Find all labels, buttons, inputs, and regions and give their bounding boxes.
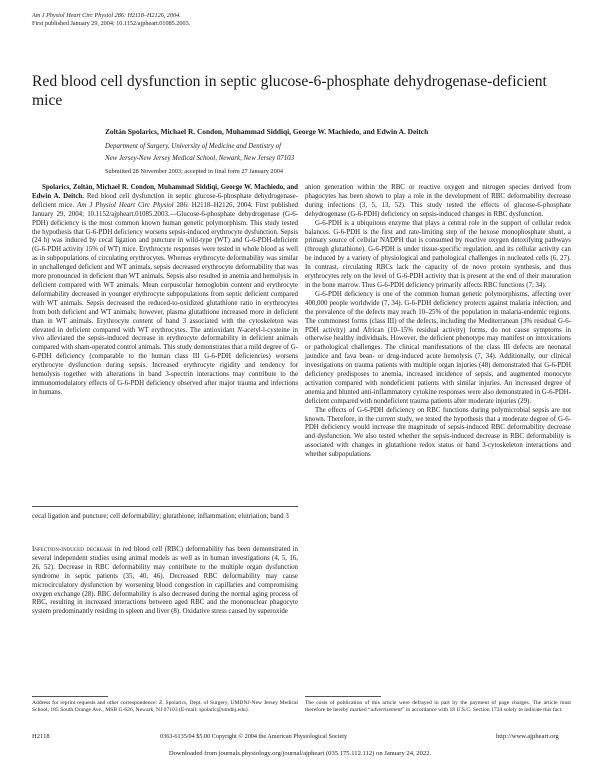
abstract-body-end: -acetyl-l-cysteine in vivo alleviated the sepsis-induced decrease in erythrocyte deformability in deficient animals compared with sham-operated control animals. This study demonstrates that a mild degree of G-6-PDH deficiency (comparable to the human class III G-6-PDH deficiencies) worsens erythrocyte dysfunction during sepsis. Increased erythrocyte rigidity and tendency for hemolysis together with alterations in band 3-spectrin interactions may contribute to the immunomodulatory effects of G-6-PDH deficiency observed after major trauma and infections in humans. <box>32 326 298 396</box>
affiliation-line-2: New Jersey-New Jersey Medical School, Newark, New Jersey 07103 <box>105 155 295 162</box>
affiliation <box>105 141 545 165</box>
footnote-right-pre: The costs of publication of this article were defrayed in part by the payment of page charges. The article must therefore be hereby marked “ <box>305 700 571 713</box>
footnote-right-post: ” in accordance with 18 U.S.C. Section 1734 solely to indicate this fact. <box>401 707 563 713</box>
footnote-rule-left <box>32 696 108 697</box>
right-paragraph-2: G-6-PDH is a ubiquitous enzyme that plays a central role in the support of cellular redox balances. G-6-PDH is the first and rate-limiting step of the hexose monophosphate shunt, a primary source of cellular NADPH that is consumed by reactive oxygen detoxifying pathways (through glutathione). G-6-PDH is under tissue-specific regulation, and its cellular activity can be induced by a variety of physiological and pathological challenges in nucleated cells (6, 27). In contrast, circulating RBCs lack the capacity of de novo protein synthesis, and thus erythrocytes rely on the level of G-6-PDH activity that is present at the end of their maturation in the bone marrow. Thus G-6-PDH deficiency primarily affects RBC functions (7, 34). <box>305 219 571 289</box>
publication-cost-footnote <box>305 700 571 714</box>
copyright-line: 0363-6135/04 $5.00 Copyright © 2004 the American Physiological Society <box>160 733 348 740</box>
keywords: cecal ligation and puncture; cell deformability; glutathione; inflammation; elutriation; band 3 <box>32 513 289 520</box>
right-column <box>305 184 571 460</box>
right-paragraph-1: anion generation within the RBC or reactive oxygen and nitrogen species derived from phagocytes has been shown to play a role in the development of RBC deformability decrease during infections (3, 5, 13, 52). This study tested the effects of glucose-6-phosphate dehydrogenase (G-6-PDH) deficiency on sepsis-induced changes in RBC dysfunction. <box>305 184 571 218</box>
right-paragraph-4: The effects of G-6-PDH deficiency on RBC functions during polymicrobial sepsis are not known. Therefore, in the current study, we tested the hypothesis that a moderate degree of G-6-PDH deficiency would increase the magnitude of sepsis-induced RBC deformability decrease and dysfunction. We also tested whether the sepsis-induced decrease in RBC deformability is associated with changes in glutathione redox status or band 3-cytoskeleton interactions and whether subpopulations <box>305 406 571 459</box>
abstract-authors: Spolarics, Zoltán, Michael R. Condon, Muhammad Siddiqi, George W. Machiedo, and Edwin A. Deitch. <box>32 184 298 200</box>
running-header <box>32 12 190 28</box>
intro-left-column <box>32 546 298 617</box>
correspondence-footnote: Address for reprint requests and other correspondence: Z. Spolarics, Dept. of Surgery, UMDNJ-New Jersey Medical School, 185 South Orange Ave., MSB G-626, Newark, NJ 07103 (E-mail: spolaric@umdnj.edu). <box>32 700 298 713</box>
submission-dates: Submitted 28 November 2003; accepted in final form 27 January 2004 <box>105 168 284 175</box>
author-list: Zoltán Spolarics, Michael R. Condon, Muhammad Siddiqi, George W. Machiedo, and Edwin A. Deitch <box>105 127 429 136</box>
download-notice: Downloaded from journals.physiology.org/journal/ajpheart (035.175.112.112) on January 24, 2022. <box>168 750 432 757</box>
abstract-cite-title: Red blood cell dysfunction in septic glucose-6-phosphate dehydrogenase-deficient mice. <box>32 192 298 209</box>
right-paragraph-3: G-6-PDH deficiency is one of the common human genetic polymorphisms, affecting over 400,000 people worldwide (7, 34). G-6-PDH deficiency protects against malaria infection, and the prevalence of the defects may reach 10–25% of the population in malaria-endemic regions. The commonest forms (class III) of the defects, including the Mediterranean (3% residual G-6-PDH activity) and African (10–15% residual activity) forms, do not cause symptoms in otherwise healthy individuals. However, the deficient phenotype may manifest on intoxications or pathological challenges. The clinical manifestations of the class III defects are neonatal jaundice and fava bean- or drug-induced acute hemolysis (7, 34). Additionally, our clinical investigations on trauma patients with multiple organ injuries (48) demonstrated that G-6-PDH deficiency predisposes to anemia, increased incidence of sepsis, and augmented monocyte activation compared with nondeficient patients with similar injuries. An increased degree of anemia and blunted anti-inflammatory cytokine responses were also demonstrated in G-6-PDH-deficient compared with nondeficient trauma patients after moderate injuries (29). <box>305 290 571 405</box>
footnote-rule-right <box>305 696 381 697</box>
page-number: H2118 <box>32 733 50 740</box>
affiliation-line-1: Department of Surgery, University of Medicine and Dentistry of <box>105 143 281 150</box>
abstract-body: 286: H2118–H2126, 2004. First published January 29, 2004; 10.1152/ajpheart.01085.2003.—Glucose-6-phosphate dehydrogenase (G-6-PDH) deficiency is the most common known human genetic polymorphism. This study tested the hypothesis that G-6-PDH deficiency worsens sepsis-induced erythrocyte dysfunction. Sepsis (24 h) was induced by cecal ligation and puncture in wild-type (WT) and G-6-PDH-deficient (G-6-PDH activity 15% of WT) mice. Erythrocyte responses were tested in whole blood as well as in subpopulations of circulating erythrocytes. Whereas erythrocyte deformability was similar in unchallenged deficient and WT animals, sepsis decreased erythrocyte deformability that was more pronounced in deficient than WT animals. Sepsis also resulted in anemia and hemolysis in deficient compared with WT animals. Mean corpuscular hemoglobin content and erythrocyte deformability decreased in younger erythrocyte subpopulations from septic deficient compared with WT animals. Sepsis decreased the reduced-to-oxidized glutathione ratio in erythrocytes from both deficient and WT animals; however, plasma glutathione increased more in deficient than in WT animals. Erythrocyte content of band 3 associated with the cytoskeleton was elevated in deficient compared with WT erythrocytes. The antioxidant <box>32 201 298 334</box>
abstract-nac-italic: N <box>237 326 242 334</box>
abstract-divider <box>32 506 298 507</box>
journal-citation: Am J Physiol Heart Circ Physiol 286: H2118–H2126, 2004. <box>32 12 181 19</box>
footnote-right-italic: advertisement <box>370 707 402 713</box>
intro-text: in red blood cell (RBC) deformability has been demonstrated in several independent studies using animal models as well as in human investigations (4, 5, 16, 26, 52). Decrease in RBC deformability may contribute to the multiple organ dysfunction syndrome in septic patients (35, 40, 46). Decreased RBC deformability may cause microcirculatory dysfunction by worsening blood congestion in capillaries and compromising oxygen exchange (28). RBC deformability is also decreased during the normal aging process of RBC, resulting in increased interactions between aged RBC and the mononuclear phagocyte system predominantly residing in spleen and liver (8). Oxidative stress caused by superoxide <box>32 546 298 616</box>
journal-url-link[interactable]: http://www.ajpheart.org <box>496 733 559 740</box>
intro-lead: Infection-induced decrease <box>32 546 113 553</box>
abstract-cite-journal: Am J Physiol Heart Circ Physiol <box>77 201 174 209</box>
abstract <box>32 184 298 398</box>
first-published-line: First published January 29, 2004; 10.1152/ajpheart.01085.2003. <box>32 20 191 27</box>
article-title: Red blood cell dysfunction in septic glucose-6-phosphate dehydrogenase-deficient mice <box>32 73 547 109</box>
